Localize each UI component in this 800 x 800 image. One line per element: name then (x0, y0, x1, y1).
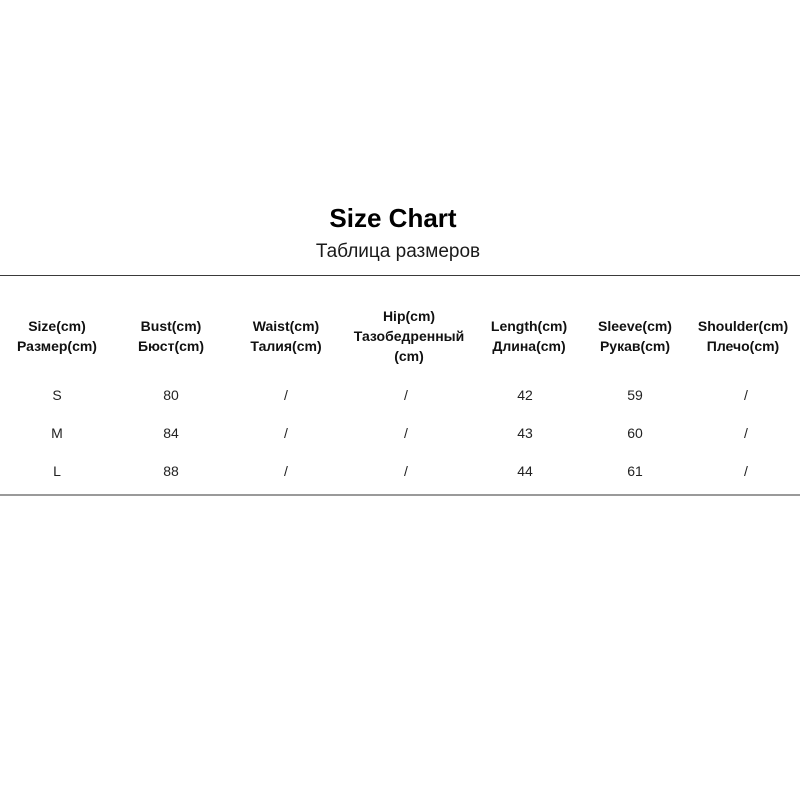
table-top-divider (0, 275, 800, 276)
column-header-line: Размер(cm) (17, 338, 97, 354)
column-header-line: (cm) (394, 348, 424, 364)
table-cell: / (284, 387, 288, 403)
table-cell: 44 (517, 463, 533, 479)
table-cell: / (284, 425, 288, 441)
table-cell: 80 (163, 387, 179, 403)
column-header-line: Бюст(cm) (137, 338, 205, 354)
column-header-length (474, 304, 584, 368)
table-cell: / (744, 387, 748, 403)
column-header-line: Size(cm) (28, 318, 86, 334)
column-header-bust (114, 304, 228, 368)
column-header-size (0, 304, 114, 368)
table-cell: 88 (163, 463, 179, 479)
table-cell: / (404, 387, 408, 403)
table-cell: M (51, 425, 63, 441)
table-cell: 43 (517, 425, 533, 441)
table-cell: / (404, 425, 408, 441)
column-header-line: Длина(cm) (492, 338, 566, 354)
table-cell: 59 (627, 387, 643, 403)
table-cell: / (744, 463, 748, 479)
column-header-line: Shoulder(cm) (697, 318, 789, 334)
column-header-line: Рукав(cm) (599, 338, 671, 354)
size-chart-title: Size Chart (329, 203, 457, 233)
column-header-line: Bust(cm) (140, 318, 202, 334)
table-cell: 61 (627, 463, 643, 479)
table-cell: 42 (517, 387, 533, 403)
table-bottom-divider (0, 494, 800, 496)
table-cell: / (404, 463, 408, 479)
table-cell: / (284, 463, 288, 479)
column-header-line: Waist(cm) (252, 318, 320, 334)
column-header-line: Length(cm) (490, 318, 568, 334)
table-cell: L (53, 463, 61, 479)
table-cell: 84 (163, 425, 179, 441)
column-header-line: Sleeve(cm) (598, 318, 672, 334)
table-cell: / (744, 425, 748, 441)
size-chart-subtitle: Таблица размеров (315, 241, 481, 262)
column-header-line: Тазобедренный (353, 328, 465, 344)
column-header-line: Талия(cm) (250, 338, 322, 354)
column-header-shoulder (686, 304, 800, 368)
column-header-line: Hip(cm) (382, 308, 436, 324)
column-header-hip (344, 304, 474, 368)
table-cell: 60 (627, 425, 643, 441)
column-header-waist (228, 304, 344, 368)
table-cell: S (52, 387, 62, 403)
column-header-sleeve (584, 304, 686, 368)
column-header-line: Плечо(cm) (706, 338, 780, 354)
